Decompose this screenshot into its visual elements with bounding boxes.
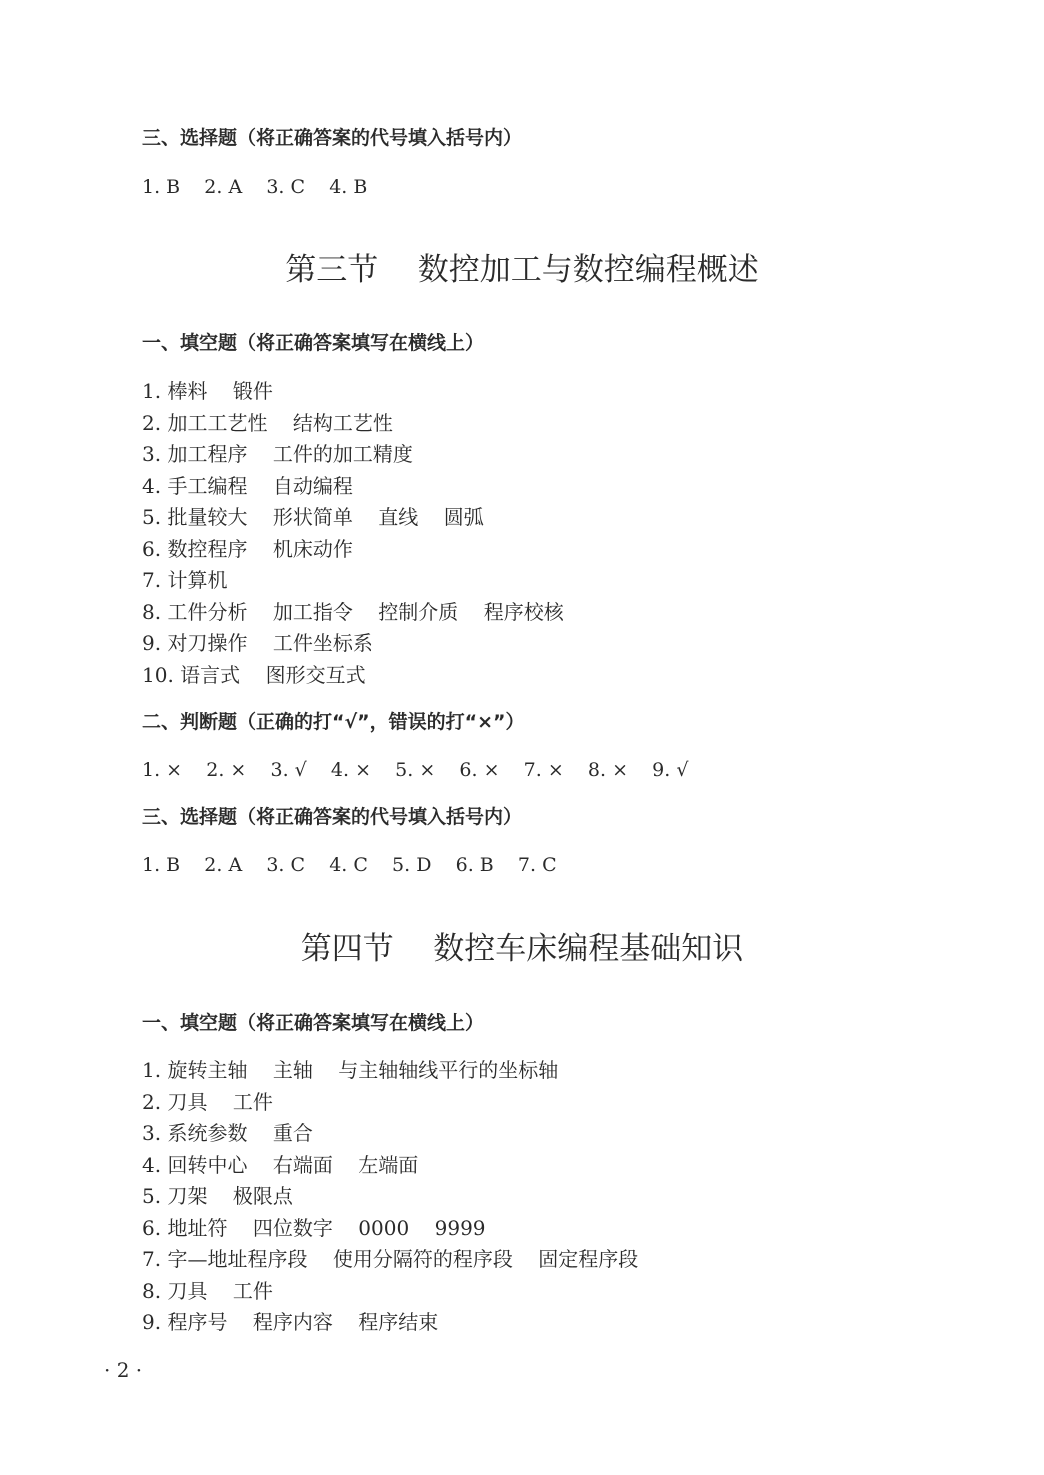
list-item: 4. 手工编程 自动编程: [142, 473, 353, 498]
list-item: 7. 计算机: [142, 568, 228, 592]
list-item: 6. 数控程序 机床动作: [142, 536, 353, 561]
choice-answers: 1. B 2. A 3. C 4. C 5. D 6. B 7. C: [142, 854, 557, 876]
list-item: 1. 棒料 锻件: [142, 379, 273, 403]
list-item: 5. 批量较大 形状简单 直线 圆弧: [142, 505, 484, 529]
judge-heading: 二、判断题（正确的打“√”，错误的打“×”）: [142, 711, 525, 733]
page-number: · 2 ·: [104, 1358, 143, 1382]
list-item: 4. 回转中心 右端面 左端面: [142, 1152, 419, 1177]
fill-answer-list: [142, 376, 962, 691]
list-item: 10. 语言式 图形交互式: [142, 662, 366, 687]
fill-heading: 一、填空题（将正确答案填写在横线上）: [142, 332, 485, 354]
list-item: 1. 旋转主轴 主轴 与主轴轴线平行的坐标轴: [142, 1058, 559, 1082]
section-title: 第三节 数控加工与数控编程概述: [285, 252, 759, 288]
choice-heading: 三、选择题（将正确答案的代号填入括号内）: [142, 127, 523, 149]
choice-heading: 三、选择题（将正确答案的代号填入括号内）: [142, 806, 523, 828]
judge-answers: 1. × 2. × 3. √ 4. × 5. × 6. × 7. × 8. × 9. √: [142, 759, 689, 781]
list-item: 9. 程序号 程序内容 程序结束: [142, 1310, 439, 1334]
list-item: 6. 地址符 四位数字 0000 9999: [142, 1215, 486, 1240]
list-item: 5. 刀架 极限点: [142, 1184, 293, 1208]
fill-heading: 一、填空题（将正确答案填写在横线上）: [142, 1012, 485, 1034]
section-title: 第四节 数控车床编程基础知识: [300, 931, 744, 967]
list-item: 8. 刀具 工件: [142, 1278, 273, 1303]
list-item: 2. 刀具 工件: [142, 1089, 273, 1114]
list-item: 3. 系统参数 重合: [142, 1121, 313, 1145]
list-item: 3. 加工程序 工件的加工精度: [142, 442, 413, 466]
choice-answers: 1. B 2. A 3. C 4. B: [142, 176, 368, 198]
list-item: 9. 对刀操作 工件坐标系: [142, 631, 373, 655]
list-item: 8. 工件分析 加工指令 控制介质 程序校核: [142, 599, 564, 624]
list-item: 2. 加工工艺性 结构工艺性: [142, 410, 393, 435]
list-item: 7. 字—地址程序段 使用分隔符的程序段 固定程序段: [142, 1247, 639, 1271]
fill-answer-list: [142, 1055, 962, 1339]
